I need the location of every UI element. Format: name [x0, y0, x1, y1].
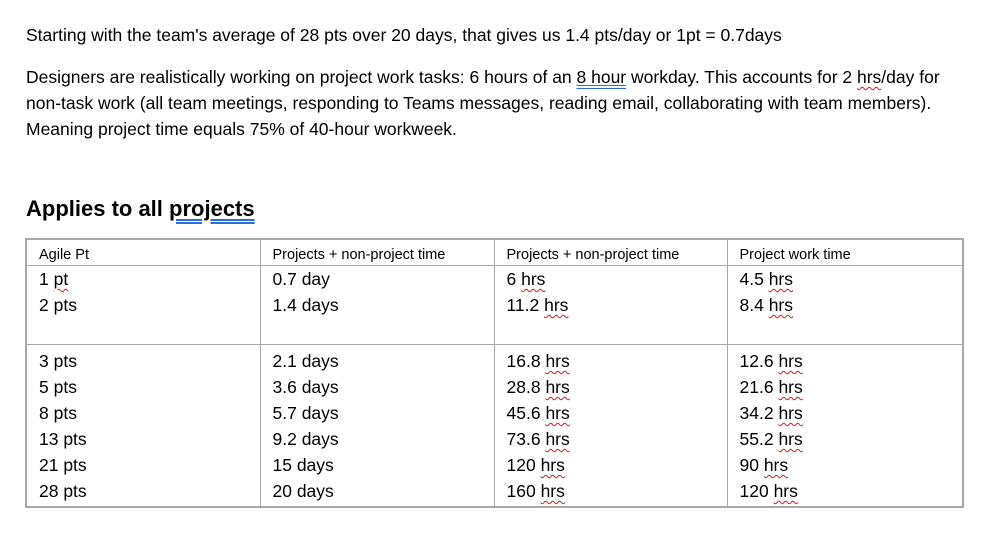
- hours-value: 16.8 hrs: [506, 351, 570, 371]
- heading-text: Applies to all: [26, 196, 170, 221]
- spelling-flagged-unit[interactable]: hrs: [773, 481, 798, 501]
- table-cell: [26, 266, 260, 345]
- hours-value: 4.5 hrs: [739, 269, 794, 289]
- agile-pt-value: 1 pt: [39, 269, 69, 289]
- table-cell: [260, 266, 494, 345]
- days-value: 15 days: [272, 455, 334, 475]
- header-agile-pt: Agile Pt: [26, 239, 260, 266]
- spelling-flagged-unit[interactable]: hrs: [544, 295, 569, 315]
- hours-value: 55.2 hrs: [739, 429, 803, 449]
- spelling-flagged-unit[interactable]: hrs: [768, 295, 794, 315]
- spelling-flagged-unit[interactable]: hrs: [763, 455, 789, 475]
- hours-value: 160 hrs: [506, 481, 565, 501]
- header-projects-nonproject-hours: Projects + non-project time: [494, 239, 727, 266]
- days-value: 9.2 days: [272, 429, 339, 449]
- grammar-flagged-phrase[interactable]: 8 hour: [576, 67, 627, 87]
- table-cell: [494, 345, 727, 508]
- spelling-flagged-unit[interactable]: hrs: [545, 377, 570, 397]
- hours-value: 45.6 hrs: [506, 403, 570, 423]
- hours-value: 28.8 hrs: [506, 377, 570, 397]
- spelling-flagged-unit[interactable]: hrs: [545, 429, 570, 449]
- table-cell: [26, 345, 260, 508]
- table-row-group-1: [26, 266, 963, 345]
- spelling-flagged-unit[interactable]: hrs: [521, 269, 546, 289]
- hours-value: 120 hrs: [506, 455, 565, 475]
- spelling-flagged-unit[interactable]: pt: [53, 269, 69, 289]
- hours-value: 12.6 hrs: [739, 351, 803, 371]
- table-cell: [727, 266, 963, 345]
- spelling-flagged-word[interactable]: hrs: [856, 67, 882, 87]
- hours-value: 11.2 hrs: [506, 295, 569, 315]
- spelling-flagged-unit[interactable]: hrs: [778, 429, 803, 449]
- hours-value: 6 hrs: [506, 269, 546, 289]
- spelling-flagged-unit[interactable]: hrs: [540, 481, 565, 501]
- days-value: 3.6 days: [272, 377, 339, 397]
- hours-value: 8.4 hrs: [739, 295, 794, 315]
- spelling-flagged-unit[interactable]: hrs: [768, 269, 794, 289]
- agile-pt-value: 8 pts: [39, 403, 77, 423]
- agile-pt-value: 2 pts: [39, 295, 77, 315]
- hours-value: 21.6 hrs: [739, 377, 803, 397]
- hours-value: 120 hrs: [739, 481, 798, 501]
- table-row: [26, 266, 963, 345]
- table-header-row: [26, 239, 963, 266]
- days-value: 0.7 day: [272, 269, 330, 289]
- heading-grammar-flagged-word[interactable]: projects: [169, 196, 255, 221]
- agile-pt-value: 5 pts: [39, 377, 77, 397]
- assumptions-text-3: /day for non-task work (all team meetings, responding to Teams messages, reading email, collaborating with team members). Meaning project time equals 75% of 40-hour workweek.: [26, 67, 940, 139]
- days-value: 2.1 days: [272, 351, 339, 371]
- table-cell: [494, 266, 727, 345]
- hours-value: 73.6 hrs: [506, 429, 570, 449]
- table-cell: [727, 345, 963, 508]
- agile-pt-value: 3 pts: [39, 351, 77, 371]
- header-projects-nonproject-days: Projects + non-project time: [260, 239, 494, 266]
- section-heading: [26, 194, 255, 224]
- table-cell: [260, 345, 494, 508]
- assumptions-text-1: Designers are realistically working on project work tasks: 6 hours of an: [26, 67, 577, 87]
- assumptions-paragraph: [26, 64, 966, 142]
- spelling-flagged-unit[interactable]: hrs: [540, 455, 565, 475]
- table-row: [26, 345, 963, 508]
- header-project-work-time: Project work time: [727, 239, 963, 266]
- agile-pt-value: 21 pts: [39, 455, 87, 475]
- days-value: 20 days: [272, 481, 334, 501]
- spelling-flagged-unit[interactable]: hrs: [545, 351, 570, 371]
- spelling-flagged-unit[interactable]: hrs: [778, 351, 803, 371]
- spelling-flagged-unit[interactable]: hrs: [778, 403, 803, 423]
- spelling-flagged-unit[interactable]: hrs: [778, 377, 803, 397]
- hours-value: 34.2 hrs: [739, 403, 803, 423]
- intro-paragraph: Starting with the team's average of 28 pts over 20 days, that gives us 1.4 pts/day or 1pt = 0.7days: [26, 25, 782, 45]
- days-value: 5.7 days: [272, 403, 339, 423]
- points-conversion-table: [25, 238, 964, 508]
- hours-value: 90 hrs: [739, 455, 789, 475]
- agile-pt-value: 13 pts: [39, 429, 87, 449]
- agile-pt-value: 28 pts: [39, 481, 87, 501]
- assumptions-text-2: workday. This accounts for 2: [626, 67, 857, 87]
- table-row-group-2: [26, 345, 963, 508]
- days-value: 1.4 days: [272, 295, 339, 315]
- spelling-flagged-unit[interactable]: hrs: [545, 403, 570, 423]
